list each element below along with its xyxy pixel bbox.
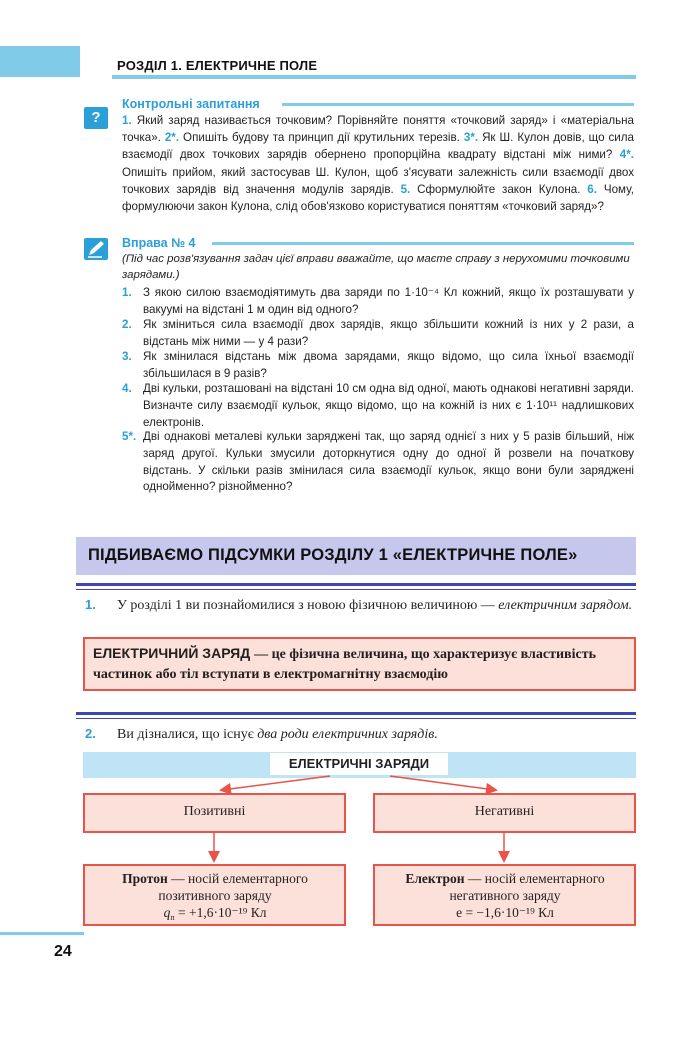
question-number: 2*. [164, 131, 180, 145]
proton-text [95, 870, 335, 921]
task-text: Як зміниться сила взаємодії двох зарядів, якщо збільшити кожний із них у 2 рази, а відстань між ними — у 4 рази? [143, 318, 634, 348]
positive-label: Позитивні [183, 804, 246, 819]
question-number: 3*. [463, 131, 479, 145]
electron-term: Електрон [405, 871, 465, 886]
question-text: Як Ш. Кулон довів, що сила взаємодії двох точкових зарядів обернено пропорційна квадрату відстані між ними? [122, 131, 634, 162]
question-number: 6. [587, 182, 597, 196]
task-number: 3. [122, 350, 132, 363]
footer-bar [0, 932, 84, 935]
exercise-heading: Вправа № 4 [122, 236, 196, 250]
task-text: Дві кульки, розташовані на відстані 10 см одна від одної, мають однакові негативні заряди. Визначте силу взаємодії кульок, якщо відомо, що на кожній із них є 1·10¹¹ надлишкових електронів. [143, 382, 634, 429]
summary-term: електричним зарядом. [498, 598, 633, 613]
question-text: Чому, формулюючи закон Кулона, слід обов'язково користуватися поняттям «точковий заряд»? [122, 182, 634, 214]
electron-desc: — носій елементарного негативного заряду [449, 871, 605, 903]
task-text: Як змінилася відстань між двома зарядами, якщо відомо, що сила їхньої взаємодії збільшилася в 9 разів? [143, 350, 634, 380]
proton-subscript: п [170, 913, 175, 922]
task-text: З якою силою взаємодіятимуть два заряди по 1·10⁻⁴ Кл кожний, якщо їх розташувати у вакуумі на відстані 1 м один від одного? [143, 286, 634, 316]
task-number: 1. [122, 286, 132, 299]
definition-term: ЕЛЕКТРИЧНИЙ ЗАРЯД [93, 645, 251, 661]
diagram-title: ЕЛЕКТРИЧНІ ЗАРЯДИ [288, 756, 430, 771]
task-number: 4. [122, 382, 132, 395]
electron-text [385, 870, 625, 921]
page-number: 24 [54, 943, 72, 960]
chapter-title: РОЗДІЛ 1. ЕЛЕКТРИЧНЕ ПОЛЕ [117, 58, 318, 73]
proton-desc: — носій елементарного позитивного заряду [158, 871, 308, 903]
questions-heading: Контрольні запитання [122, 97, 260, 111]
summary-text: У розділі 1 ви познайомилися з новою фізичною величиною — [117, 598, 495, 613]
negative-label: Негативні [474, 804, 535, 819]
task-number: 2. [122, 318, 132, 331]
proton-symbol: q [163, 905, 171, 920]
task-text: Дві однакові металеві кульки заряджені так, що заряд однієї з них у 5 разів більший, ніж заряд другої. Кульки змусили доторкнутися одну до одної й розвели на початкову відстань. У скільки разів змінилася сила взаємодії кульок, якщо вони були заряджені однойменно? різнойменно? [143, 430, 634, 494]
summary-title: ПІДБИВАЄМО ПІДСУМКИ РОЗДІЛУ 1 «ЕЛЕКТРИЧНЕ ПОЛЕ» [88, 546, 578, 564]
proton-charge: = +1,6·10⁻¹⁹ Кл [177, 905, 267, 920]
task-number: 5*. [122, 430, 137, 443]
summary-term: два роди електричних зарядів. [257, 727, 438, 742]
question-text: Опишіть будову та принцип дії крутильних терезів. [183, 131, 460, 145]
summary-text: Ви дізналися, що існує [117, 727, 254, 742]
summary-number: 2. [85, 726, 96, 741]
question-number: 4*. [619, 148, 634, 162]
question-number: 5. [400, 182, 411, 196]
proton-term: Протон [122, 871, 168, 886]
electron-charge: e = −1,6·10⁻¹⁹ Кл [456, 905, 554, 920]
question-number: 1. [122, 114, 132, 127]
exercise-note: (Під час розв'язування задач цієї вправи вважайте, що маєте справу з нерухомими точковими зарядами.) [122, 253, 630, 281]
definition-body: — це фізична величина, що характеризує властивість частинок або тіл вступати в електромагнітну взаємодію [93, 647, 596, 682]
question-text: Опишіть прийом, який застосував Ш. Кулон, щоб з'ясувати залежність сили взаємодії двох точкових зарядів від значення модулів зарядів. [122, 165, 634, 196]
question-text: Сформулюйте закон Кулона. [417, 182, 581, 196]
question-icon: ? [84, 107, 108, 129]
summary-number: 1. [85, 597, 96, 612]
question-text: Який заряд називається точковим? Порівняйте поняття «точковий заряд» і «матеріальна точка». [122, 114, 634, 145]
